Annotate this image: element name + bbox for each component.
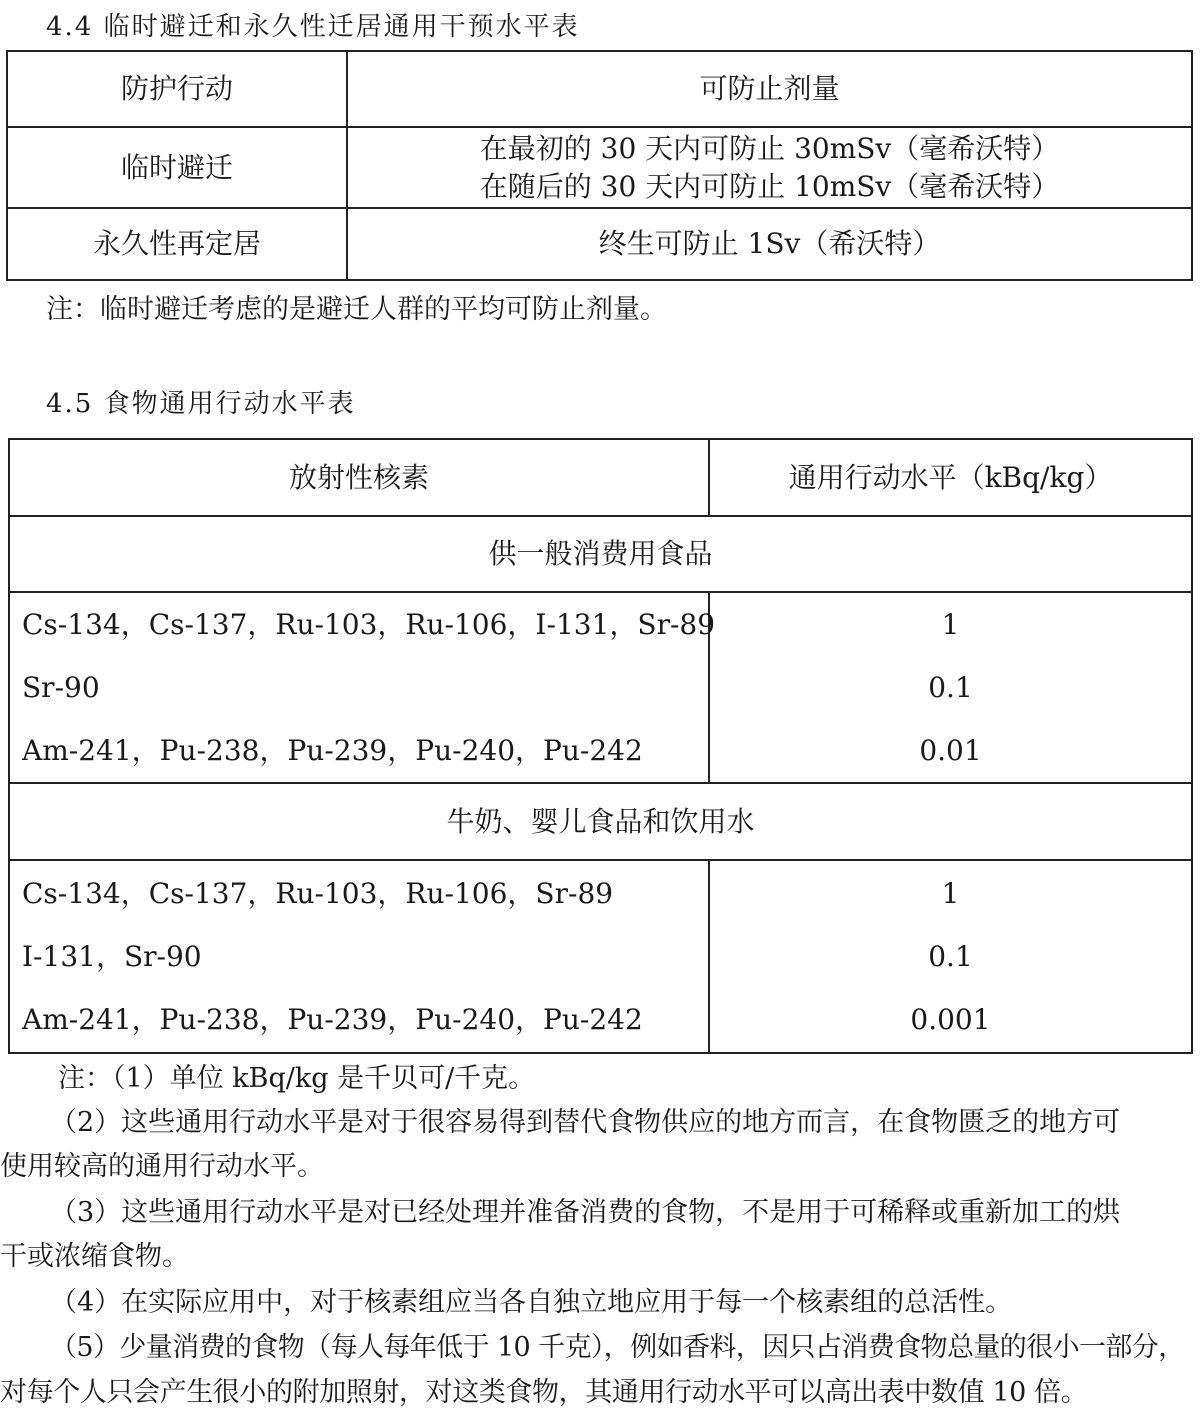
level-value: 0.1 [928, 940, 973, 973]
nuclide-line: Cs-134，Cs-137，Ru-103，Ru-106，Sr-89 [22, 877, 614, 910]
level-cell [709, 860, 1192, 1053]
col-header-nuclide: 放射性核素 [9, 439, 709, 516]
dose-cell [347, 208, 1192, 280]
level-value: 1 [941, 608, 960, 641]
col-header-action: 防护行动 [7, 51, 347, 127]
table-4-4-note: 注：临时避迁考虑的是避迁人群的平均可防止剂量。 [46, 294, 667, 325]
col-header-dose: 可防止剂量 [347, 51, 1192, 127]
nuclide-line: I-131，Sr-90 [22, 940, 202, 973]
nuclide-line: Sr-90 [22, 671, 100, 704]
nuclide-line: Am-241，Pu-238，Pu-239，Pu-240，Pu-242 [22, 734, 643, 767]
level-value: 1 [941, 877, 960, 910]
note-line: 干或浓缩食物。 [0, 1241, 189, 1272]
level-value: 0.01 [919, 734, 982, 767]
nuclide-cell [9, 592, 716, 783]
group-title-row [9, 516, 1192, 592]
action-cell: 永久性再定居 [7, 208, 347, 280]
table-row [9, 860, 1192, 1053]
note-line: 使用较高的通用行动水平。 [0, 1151, 324, 1182]
group-title: 供一般消费用食品 [9, 516, 1192, 592]
section-4-5-heading: 4.5 食物通用行动水平表 [46, 389, 356, 419]
dose-cell [347, 127, 1192, 208]
group-title: 牛奶、婴儿食品和饮用水 [9, 783, 1192, 860]
note-line: 对每个人只会产生很小的附加照射，对这类食物，其通用行动水平可以高出表中数值 10 倍。 [0, 1377, 1088, 1408]
table-row [7, 208, 1192, 280]
table-row [9, 592, 1192, 783]
table-header-row [9, 439, 1192, 516]
dose-line: 在最初的 30 天内可防止 30mSv（毫希沃特） [479, 131, 1060, 165]
note-line: （5）少量消费的食物（每人每年低于 10 千克），例如香料，因只占消费食物总量的很小一部分， [50, 1332, 1185, 1363]
col-header-level: 通用行动水平（kBq/kg） [709, 439, 1192, 516]
level-value: 0.1 [928, 671, 973, 704]
table-row [7, 127, 1192, 208]
section-4-4-heading: 4.4 临时避迁和永久性迁居通用干预水平表 [46, 12, 580, 42]
table-header-row [7, 51, 1192, 127]
nuclide-line: Am-241，Pu-238，Pu-239，Pu-240，Pu-242 [22, 1003, 643, 1036]
nuclide-cell [9, 860, 709, 1053]
food-action-level-table [8, 438, 1193, 1054]
nuclide-line: Cs-134，Cs-137，Ru-103，Ru-106，I-131，Sr-89 [22, 608, 716, 641]
level-cell [709, 592, 1192, 783]
dose-line: 终生可防止 1Sv（希沃特） [598, 227, 941, 261]
note-line: 注：（1）单位 kBq/kg 是千贝可/千克。 [58, 1063, 536, 1094]
note-line: （4）在实际应用中，对于核素组应当各自独立地应用于每一个核素组的总活性。 [50, 1287, 1013, 1318]
action-cell: 临时避迁 [7, 127, 347, 208]
level-value: 0.001 [910, 1003, 991, 1036]
intervention-level-table [6, 50, 1193, 281]
note-line: （2）这些通用行动水平是对于很容易得到替代食物供应的地方而言，在食物匮乏的地方可 [50, 1107, 1121, 1138]
dose-line: 在随后的 30 天内可防止 10mSv（毫希沃特） [479, 169, 1060, 203]
group-title-row [9, 783, 1192, 860]
note-line: （3）这些通用行动水平是对已经处理并准备消费的食物，不是用于可稀释或重新加工的烘 [50, 1197, 1121, 1228]
